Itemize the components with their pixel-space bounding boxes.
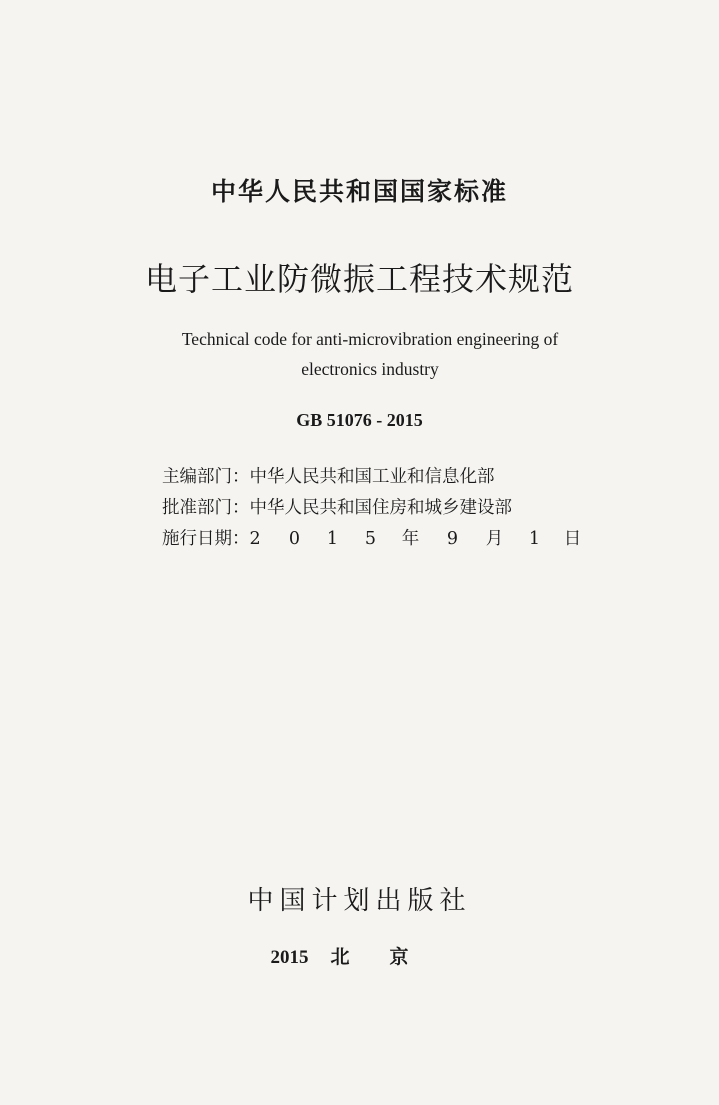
editor-row xyxy=(162,462,602,493)
issuing-info xyxy=(162,462,602,555)
standard-code: GB 51076 - 2015 xyxy=(296,410,423,430)
date-year-unit: 年 xyxy=(401,529,420,549)
effective-label: 施行日期 xyxy=(162,529,232,549)
approver-separator: ： xyxy=(232,498,250,518)
date-day: 1 xyxy=(528,529,541,549)
date-month-unit: 月 xyxy=(485,529,504,549)
publication-year: 2015 xyxy=(270,947,309,968)
title-english-line-1: Technical code for anti-microvibration engineering of xyxy=(181,329,559,349)
document-title-chinese: 电子工业防微振工程技术规范 xyxy=(144,260,574,298)
document-title-english xyxy=(110,324,630,384)
date-year-digit-2: 0 xyxy=(288,529,301,549)
approver-value: 中华人民共和国住房和城乡建设部 xyxy=(249,498,512,518)
date-day-unit: 日 xyxy=(563,529,582,549)
publication-place xyxy=(0,942,719,969)
approver-row xyxy=(162,493,602,524)
editor-separator: ： xyxy=(232,467,250,487)
standard-type-heading: 中华人民共和国国家标准 xyxy=(210,177,508,206)
date-month: 9 xyxy=(446,529,459,549)
editor-value: 中华人民共和国工业和信息化部 xyxy=(249,467,495,487)
date-year-digit-1: 2 xyxy=(249,529,261,549)
approver-label: 批准部门 xyxy=(162,498,232,518)
title-english-line-2: electronics industry xyxy=(301,359,439,379)
editor-label: 主编部门 xyxy=(162,467,232,487)
date-year-digit-3: 1 xyxy=(326,529,339,549)
publisher-name: 中国计划出版社 xyxy=(247,886,472,916)
effective-separator: ： xyxy=(232,529,250,549)
publication-city: 北京 xyxy=(330,947,449,968)
effective-date-row xyxy=(162,524,602,555)
date-year-digit-4: 5 xyxy=(364,529,377,549)
